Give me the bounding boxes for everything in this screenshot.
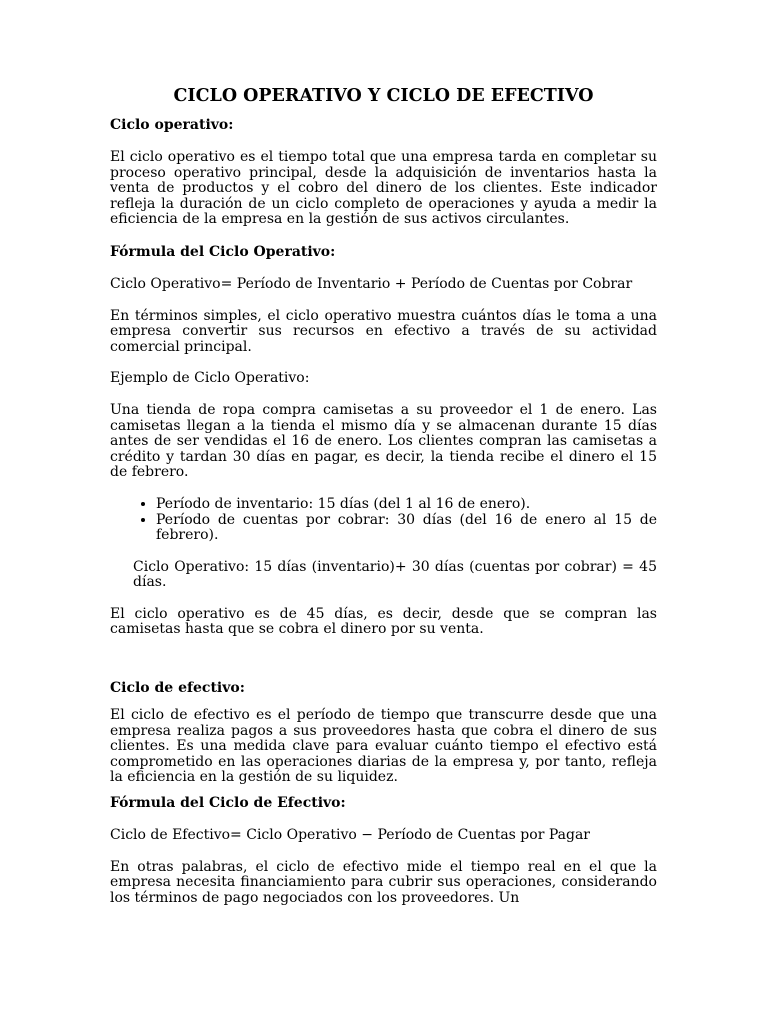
formula-ciclo-efectivo: Ciclo de Efectivo= Ciclo Operativo − Período de Cuentas por Pagar <box>110 827 590 844</box>
example-heading-ciclo-operativo: Ejemplo de Ciclo Operativo: <box>110 370 310 387</box>
calculation-ciclo-operativo: Ciclo Operativo: 15 días (inventario)+ 30 días (cuentas por cobrar) = 45 días. <box>133 558 657 591</box>
formula-heading-ciclo-operativo: Fórmula del Ciclo Operativo: <box>110 243 336 260</box>
formula-ciclo-operativo: Ciclo Operativo= Período de Inventario + Período de Cuentas por Cobrar <box>110 275 633 292</box>
paragraph-ciclo-efectivo-definition: El ciclo de efectivo es el período de tiempo que transcurre desde que una empresa realiza pagos a sus proveedores hasta que cobra el dinero de sus clientes. Es una medida clave para evaluar cuánto tiempo el efectivo está comprometido en las operaciones diarias de la empresa y, por tanto, refleja la eficiencia en la gestión de su liquidez. <box>110 707 657 786</box>
section-heading-ciclo-operativo: Ciclo operativo: <box>110 117 234 133</box>
paragraph-ciclo-operativo-definition: El ciclo operativo es el tiempo total que una empresa tarda en completar su proceso operativo principal, desde la adquisición de inventarios hasta la venta de productos y el cobro del dinero de los clientes. Este indicador refleja la duración de un ciclo completo de operaciones y ayuda a medir la eficiencia de la empresa en la gestión de sus activos circulantes. <box>110 149 657 228</box>
formula-heading-ciclo-efectivo: Fórmula del Ciclo de Efectivo: <box>110 795 346 812</box>
document-title: CICLO OPERATIVO Y CICLO DE EFECTIVO <box>173 86 594 106</box>
example-bullet-list <box>110 497 657 544</box>
list-item: • Período de inventario: 15 días (del 1 al 16 de enero). <box>156 497 657 513</box>
paragraph-ciclo-operativo-simple: En términos simples, el ciclo operativo muestra cuántos días le toma a una empresa convertir sus recursos en efectivo a través de su actividad comercial principal. <box>110 307 657 355</box>
document-page <box>110 84 657 906</box>
section-heading-ciclo-efectivo: Ciclo de efectivo: <box>110 680 245 697</box>
paragraph-conclusion: El ciclo operativo es de 45 días, es decir, desde que se compran las camisetas hasta que se cobra el dinero por su venta. <box>110 605 657 638</box>
list-item: • Período de cuentas por cobrar: 30 días (del 16 de enero al 15 de febrero). <box>156 513 657 544</box>
paragraph-ciclo-efectivo-explanation: En otras palabras, el ciclo de efectivo mide el tiempo real en el que la empresa necesita financiamiento para cubrir sus operaciones, considerando los términos de pago negociados con los proveedores. Un <box>110 858 657 906</box>
paragraph-example: Una tienda de ropa compra camisetas a su proveedor el 1 de enero. Las camisetas llegan a la tienda el mismo día y se almacenan durante 15 días antes de ser vendidas el 16 de enero. Los clientes compran las camisetas a crédito y tardan 30 días en pagar, es decir, la tienda recibe el dinero el 15 de febrero. <box>110 401 657 481</box>
